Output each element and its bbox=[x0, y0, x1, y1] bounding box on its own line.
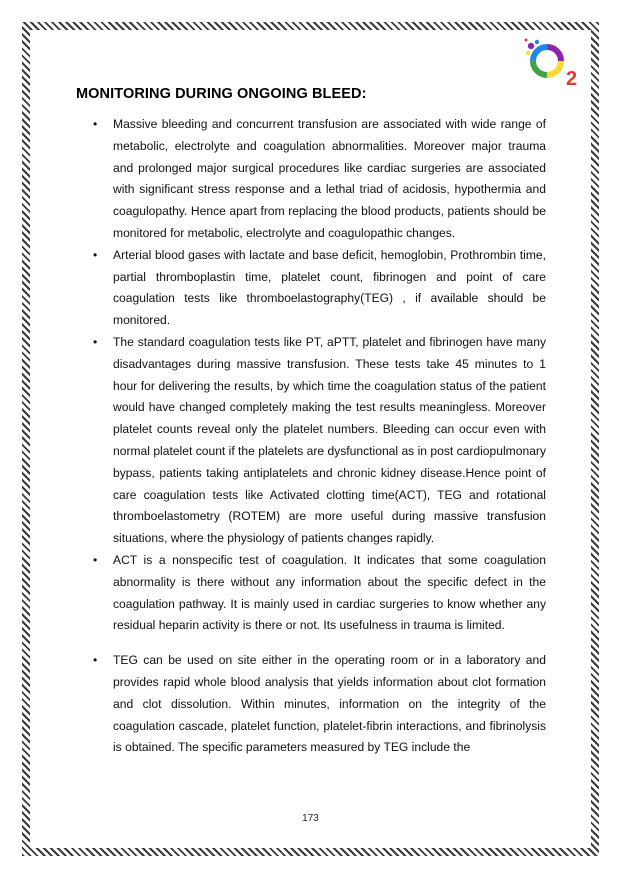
logo-subscript: 2 bbox=[566, 68, 578, 89]
section-heading: MONITORING DURING ONGOING BLEED: bbox=[76, 86, 367, 102]
bullet-icon: • bbox=[93, 334, 98, 349]
list-item bbox=[92, 114, 546, 245]
bullet-icon: • bbox=[93, 117, 98, 131]
bullet-icon: • bbox=[93, 247, 98, 262]
list-item-text: TEG can be used on site either in the operating room or in a laboratory and provides rapid whole blood analysis that yields information about clot formation and clot dissolution. Within minutes, information on the integrity of the coagulation cascade, platelet function, platelet-fibrin interactions, and fibrinolysis is obtained. The specific parameters measured by TEG include the bbox=[113, 653, 546, 755]
o2-logo bbox=[522, 37, 578, 89]
bullet-list bbox=[92, 114, 546, 759]
list-item bbox=[92, 245, 546, 332]
page-number: 173 bbox=[302, 813, 319, 824]
list-item-text: ACT is a nonspecific test of coagulation. It indicates that some coagulation abnormality is there without any information about the specific defect in the coagulation pathway. It is mainly used in cardiac surgeries to know whether any residual heparin activity is there or not. Its usefulness in trauma is limited. bbox=[113, 552, 546, 633]
list-item-text: Arterial blood gases with lactate and base deficit, hemoglobin, Prothrombin time, partial thromboplastin time, platelet count, fibrinogen and point of care coagulation tests like thromboelastography(TEG) , if available should be monitored. bbox=[113, 247, 546, 328]
list-item-text: The standard coagulation tests like PT, aPTT, platelet and fibrinogen have many disadvantages during massive transfusion. These tests take 45 minutes to 1 hour for delivering the results, by which time the coagulation status of the patient would have changed completely making the test results meaningless. Moreover platelet counts reveal only the platelet numbers. Bleeding can occur even with normal platelet count if the platelets are dysfunctional as in post cardiopulmonary bypass, patients taking antiplatelets and chronic kidney disease.Hence point of care coagulation tests like Activated clotting time(ACT), TEG and rotational thromboelastometry (ROTEM) are more useful during massive transfusion situations, where the physiology of patients changes rapidly. bbox=[113, 334, 546, 546]
list-item bbox=[92, 650, 546, 759]
list-item bbox=[92, 550, 546, 637]
list-item bbox=[92, 332, 546, 550]
bullet-icon: • bbox=[93, 552, 98, 567]
list-item-text: Massive bleeding and concurrent transfusion are associated with wide range of metabolic, electrolyte and coagulation abnormalities. Moreover major trauma and prolonged major surgical procedures like cardiac surgeries are associated with significant stress response and a lethal triad of acidosis, hypothermia and coagulopathy. Hence apart from replacing the blood products, patients should be monitored for metabolic, electrolyte and coagulopathic changes. bbox=[113, 117, 546, 240]
bullet-icon: • bbox=[93, 653, 98, 668]
